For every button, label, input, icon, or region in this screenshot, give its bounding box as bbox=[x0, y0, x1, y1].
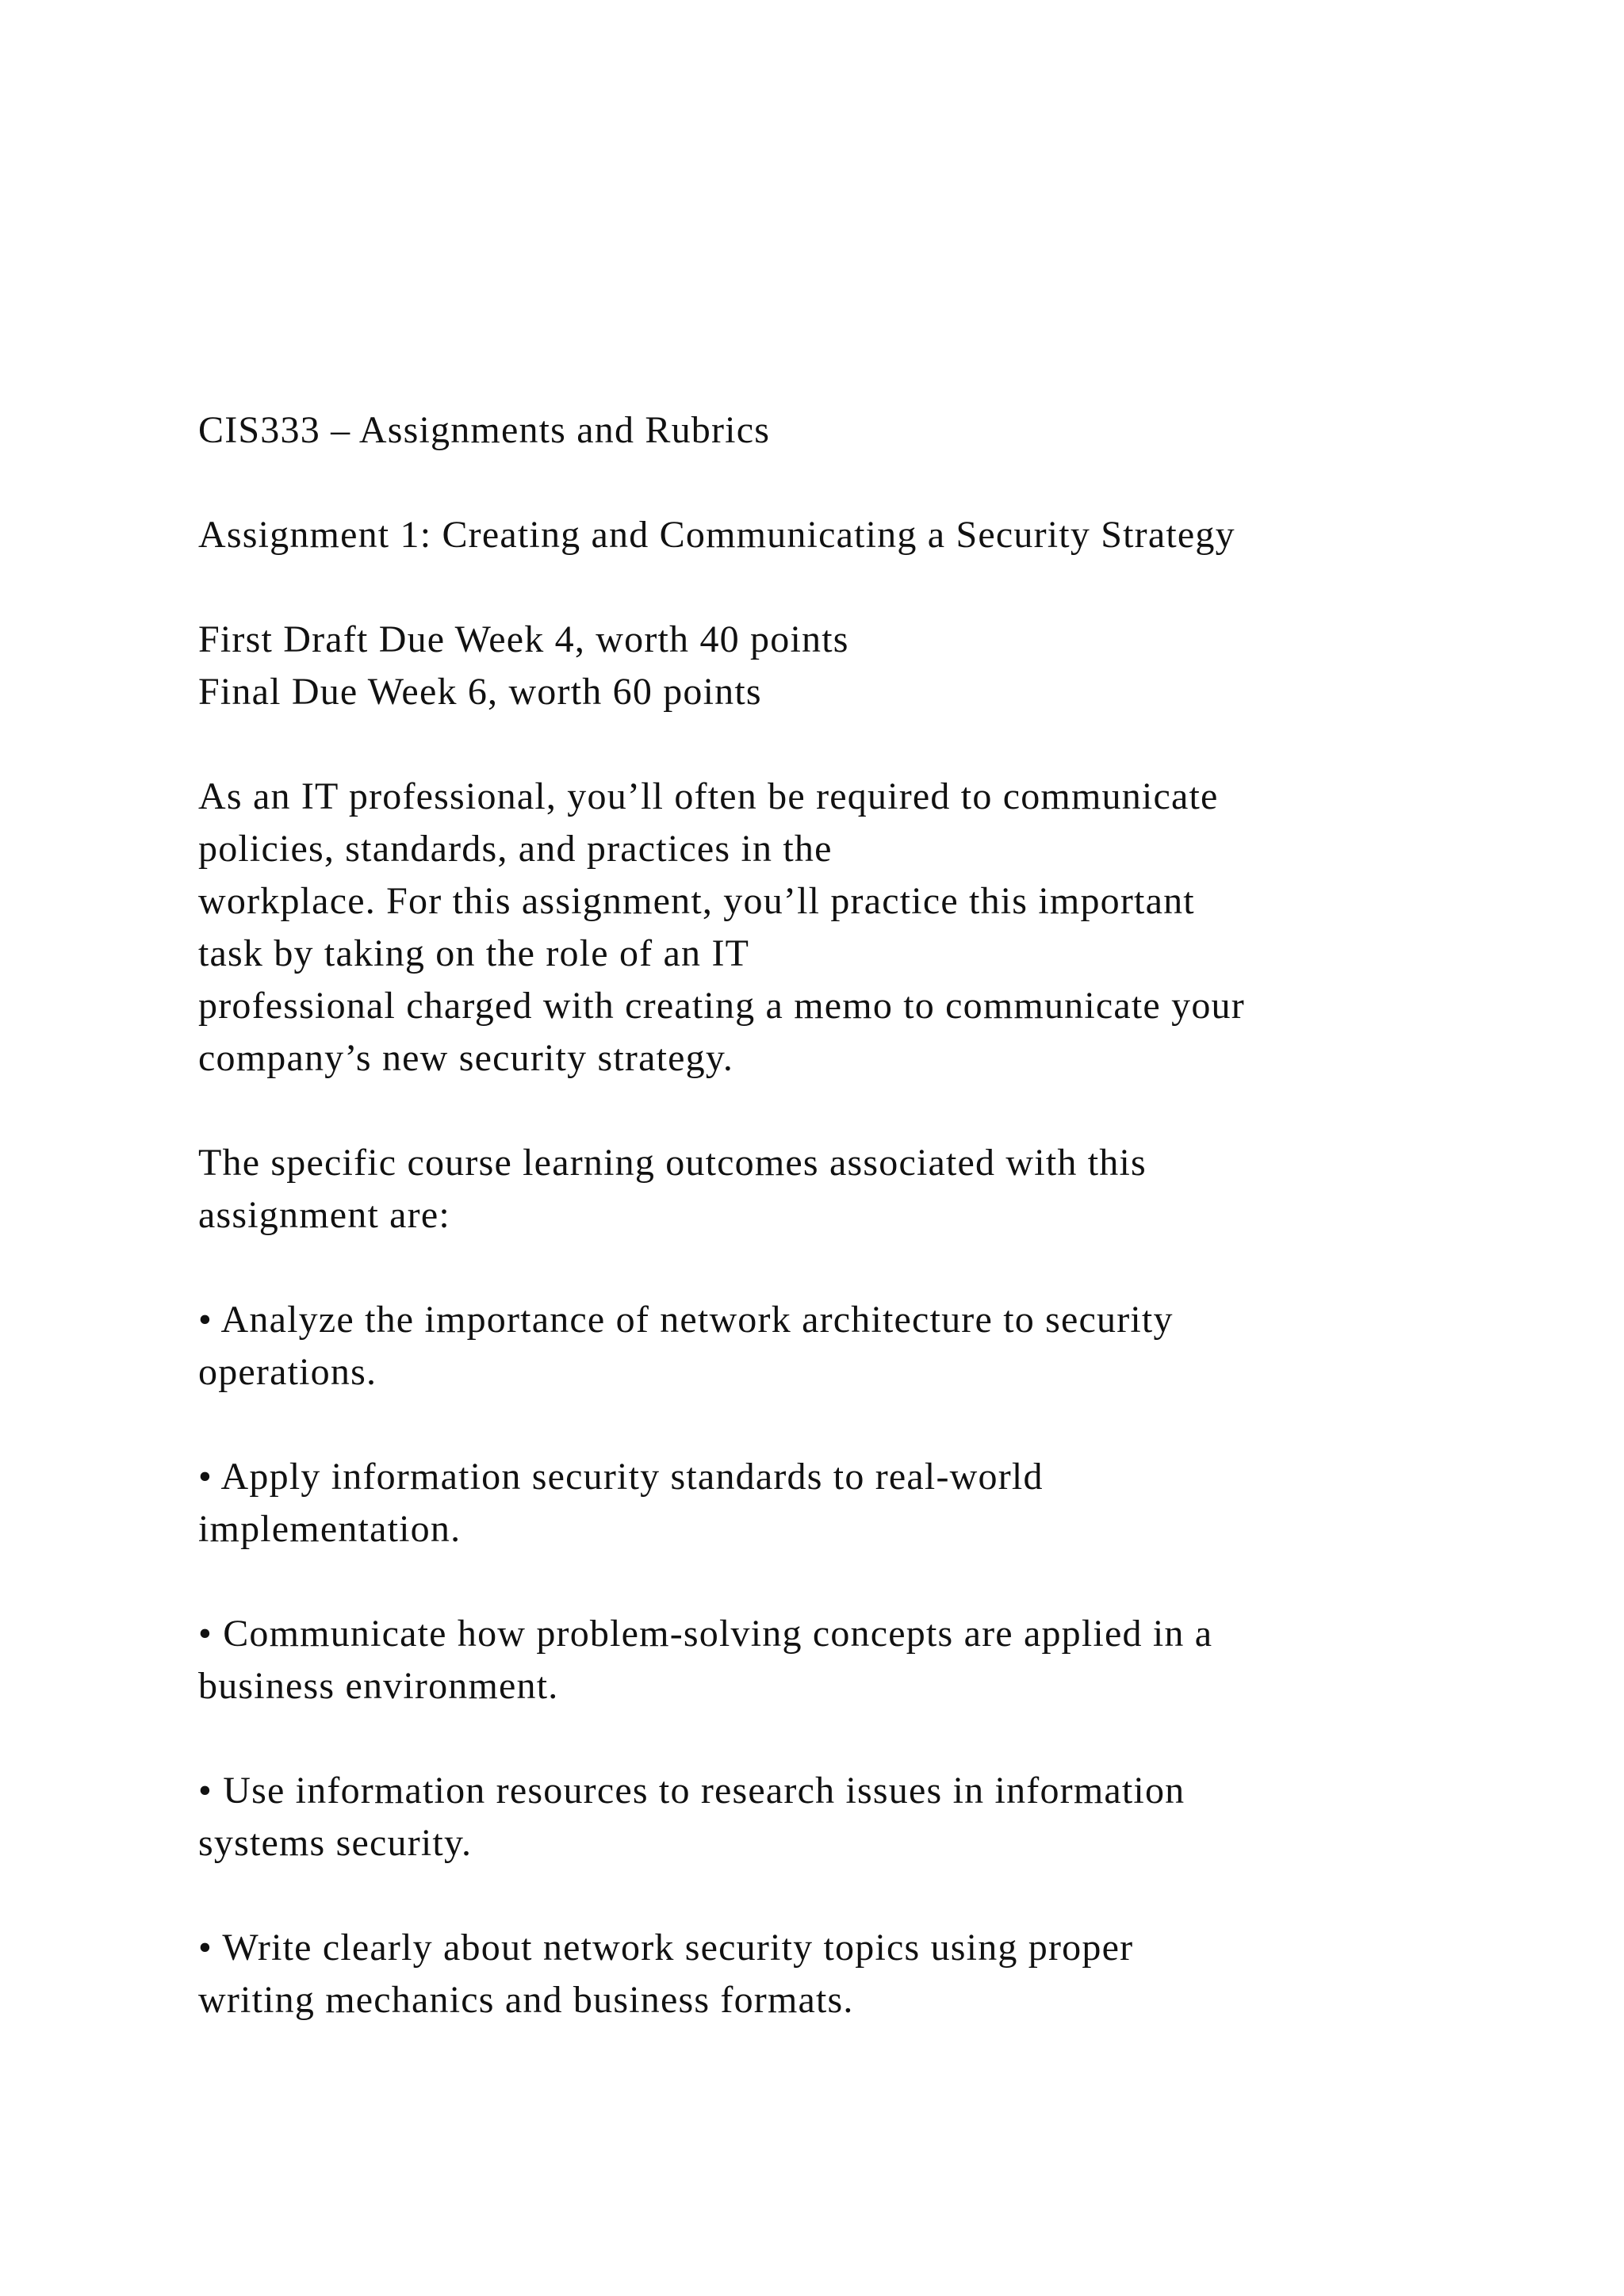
outcome-line: • Apply information security standards to real-world bbox=[198, 1456, 1044, 1498]
spacer bbox=[198, 1712, 1515, 1765]
spacer bbox=[198, 1085, 1515, 1137]
intro-line: As an IT professional, you’ll often be required to communicate bbox=[198, 775, 1219, 817]
outcomes-intro-line: assignment are: bbox=[198, 1194, 450, 1236]
spacer bbox=[198, 457, 1515, 509]
intro-line: policies, standards, and practices in the bbox=[198, 828, 833, 870]
spacer bbox=[198, 1556, 1515, 1608]
outcome-line: writing mechanics and business formats. bbox=[198, 1979, 854, 2021]
outcome-line: • Use information resources to research issues in information bbox=[198, 1770, 1185, 1812]
intro-line: company’s new security strategy. bbox=[198, 1037, 734, 1079]
course-title: CIS333 – Assignments and Rubrics bbox=[198, 409, 771, 451]
outcome-line: • Write clearly about network security topics using proper bbox=[198, 1927, 1134, 1969]
assignment-title: Assignment 1: Creating and Communicating a Security Strategy bbox=[198, 514, 1235, 556]
due-line-first-draft: First Draft Due Week 4, worth 40 points bbox=[198, 618, 849, 660]
intro-line: workplace. For this assignment, you’ll practice this important bbox=[198, 880, 1195, 922]
due-line-final: Final Due Week 6, worth 60 points bbox=[198, 671, 762, 713]
outcome-line: • Analyze the importance of network architecture to security bbox=[198, 1299, 1174, 1341]
intro-line: professional charged with creating a memo to communicate your bbox=[198, 985, 1245, 1027]
outcome-line: implementation. bbox=[198, 1508, 462, 1550]
spacer bbox=[198, 1399, 1515, 1451]
outcome-line: business environment. bbox=[198, 1665, 559, 1707]
outcome-line: systems security. bbox=[198, 1822, 473, 1864]
outcomes-intro-line: The specific course learning outcomes associated with this bbox=[198, 1142, 1147, 1184]
outcome-line: operations. bbox=[198, 1351, 377, 1393]
intro-line: task by taking on the role of an IT bbox=[198, 932, 750, 974]
outcome-item bbox=[198, 1451, 1515, 1556]
outcome-item bbox=[198, 1765, 1515, 1869]
outcome-item bbox=[198, 1922, 1515, 2026]
spacer bbox=[198, 1242, 1515, 1294]
spacer bbox=[198, 718, 1515, 771]
outcome-item bbox=[198, 1608, 1515, 1712]
spacer bbox=[198, 561, 1515, 614]
spacer bbox=[198, 1869, 1515, 1922]
document-body bbox=[198, 404, 1515, 2026]
outcome-item bbox=[198, 1294, 1515, 1399]
outcome-line: • Communicate how problem-solving concepts are applied in a bbox=[198, 1613, 1213, 1655]
